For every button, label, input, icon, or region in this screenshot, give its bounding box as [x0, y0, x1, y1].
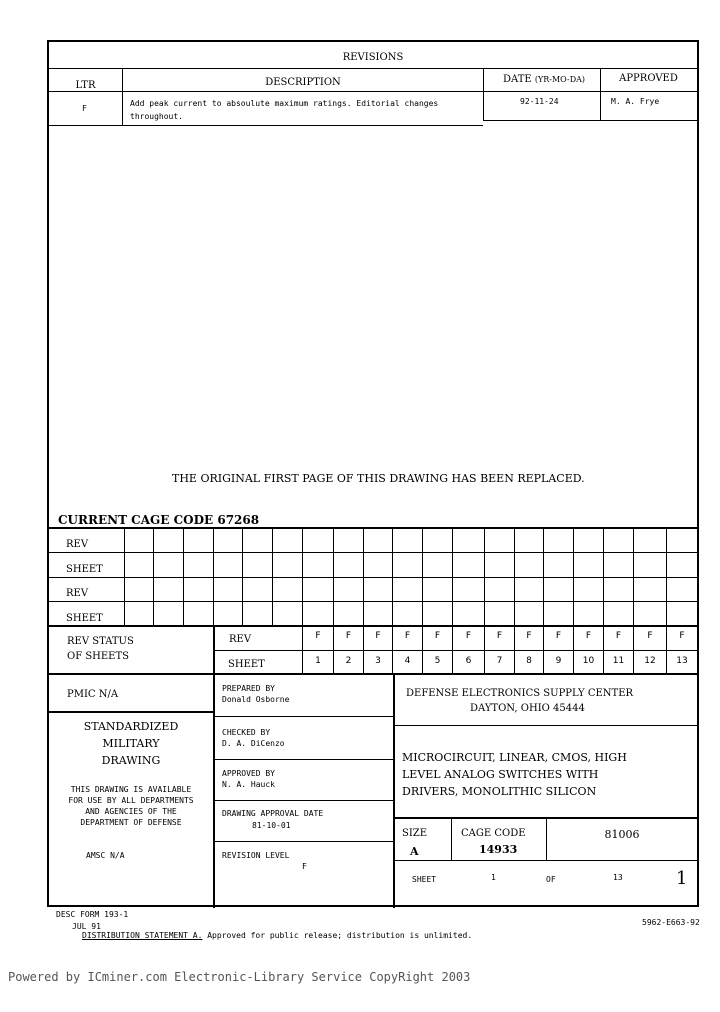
divider	[49, 125, 483, 126]
divider	[395, 860, 697, 861]
prepared-by: Donald Osborne	[222, 695, 290, 704]
rev-status-rev-2: F	[345, 631, 352, 641]
sheet-number: 1	[491, 873, 496, 882]
divider	[543, 527, 544, 625]
divider	[124, 527, 125, 625]
rev-status-rev-3: F	[375, 631, 381, 641]
divider	[514, 527, 515, 625]
header-date-format: (YR-MO-DA)	[534, 75, 586, 84]
distribution-label: DISTRIBUTION STATEMENT A.	[82, 931, 203, 940]
approval-date: 81-10-01	[252, 821, 291, 830]
divider	[214, 716, 394, 717]
rev-status-sheet-1: 1	[315, 656, 321, 666]
distribution-statement	[82, 931, 472, 940]
rev-status-sheet-12: 12	[644, 656, 656, 666]
smd-availability-4: DEPARTMENT OF DEFENSE	[80, 818, 182, 827]
cage-code-label: CAGE CODE	[461, 828, 526, 839]
smd-line-2: MILITARY	[102, 737, 160, 750]
rev-status-rev-4: F	[404, 631, 411, 641]
rev-status-sheet-4: 4	[404, 656, 411, 666]
divider	[483, 68, 484, 120]
divider	[633, 527, 634, 625]
divider	[49, 711, 214, 713]
rev-status-rev-8: F	[526, 631, 532, 641]
rev-status-sheet-11: 11	[612, 656, 625, 666]
divider	[214, 759, 394, 760]
amsc: AMSC N/A	[86, 851, 125, 860]
divider	[122, 68, 123, 125]
divider	[484, 527, 485, 625]
replaced-notice: THE ORIGINAL FIRST PAGE OF THIS DRAWING HAS BEEN REPLACED.	[172, 472, 585, 485]
divider	[49, 673, 699, 675]
rev-status-sheet-3: 3	[375, 656, 381, 666]
divider	[153, 527, 154, 625]
grid-label-rev-2: REV	[66, 588, 89, 599]
header-ltr: LTR	[75, 80, 96, 91]
rev-status-rev-10: F	[585, 631, 592, 641]
page-mark: 1	[676, 868, 688, 889]
rev-status-rev-label: REV	[229, 634, 252, 645]
revision-level: F	[302, 862, 307, 871]
footer-watermark: Powered by ICminer.com Electronic-Library Service CopyRight 2003	[8, 970, 471, 984]
rev-entry-ltr: F	[82, 104, 87, 113]
smd-availability-3: AND AGENCIES OF THE	[85, 807, 177, 816]
rev-status-rev-7: F	[496, 631, 503, 641]
header-approved: APPROVED	[619, 73, 678, 84]
rev-status-sheet-10: 10	[582, 656, 595, 666]
header-date-label: DATE	[503, 74, 532, 85]
divider	[422, 527, 423, 625]
rev-status-sheet-13: 13	[676, 656, 688, 666]
rev-status-sheet-9: 9	[555, 656, 562, 666]
rev-status-rev-5: F	[434, 631, 441, 641]
divider	[183, 527, 184, 625]
divider	[302, 527, 303, 625]
divider	[213, 527, 214, 625]
smd-availability-1: THIS DRAWING IS AVAILABLE	[70, 785, 192, 794]
divider	[483, 120, 697, 121]
agency-line-1: DEFENSE ELECTRONICS SUPPLY CENTER	[406, 688, 634, 699]
rev-status-rev-1: F	[315, 631, 321, 641]
divider	[666, 527, 667, 625]
title-line-3: DRIVERS, MONOLITHIC SILICON	[402, 785, 597, 798]
header-date	[503, 74, 585, 85]
sheet-of-label: OF	[546, 875, 556, 884]
grid-label-rev-1: REV	[66, 539, 89, 550]
rev-status-sheet-6: 6	[465, 656, 472, 666]
divider	[242, 527, 243, 625]
smd-line-3: DRAWING	[101, 754, 161, 767]
approved-by: N. A. Hauck	[222, 780, 275, 789]
divider	[49, 577, 697, 578]
grid-label-sheet-1: SHEET	[66, 564, 103, 575]
pmic: PMIC N/A	[67, 689, 119, 700]
current-cage-code: CURRENT CAGE CODE 67268	[58, 513, 260, 527]
form-line-1: DESC FORM 193-1	[56, 910, 129, 919]
rev-status-rev-6: F	[465, 631, 472, 641]
agency-line-2: DAYTON, OHIO 45444	[470, 703, 585, 714]
divider	[600, 68, 601, 120]
title-line-1: MICROCIRCUIT, LINEAR, CMOS, HIGH	[402, 751, 627, 764]
title-line-2: LEVEL ANALOG SWITCHES WITH	[402, 768, 599, 781]
divider	[363, 527, 364, 625]
rev-status-label-2: OF SHEETS	[67, 651, 130, 662]
divider	[451, 818, 452, 860]
drawing-number: 81006	[604, 828, 640, 841]
approved-label: APPROVED BY	[222, 769, 275, 778]
form-line-2: JUL 91	[72, 922, 101, 931]
rev-entry-date: 92-11-24	[520, 97, 559, 106]
divider	[49, 527, 699, 529]
header-description: DESCRIPTION	[265, 77, 341, 88]
size-label: SIZE	[402, 828, 428, 839]
size-value: A	[410, 845, 419, 858]
approval-date-label: DRAWING APPROVAL DATE	[222, 809, 324, 818]
divider	[333, 527, 334, 625]
sheet-total: 13	[613, 873, 623, 882]
cage-code-value: 14933	[479, 843, 518, 856]
rev-entry-description-1: Add peak current to absoulute maximum ratings. Editorial changes	[130, 99, 439, 108]
rev-entry-description-2: throughout.	[130, 112, 183, 121]
rev-status-rev-11: F	[615, 631, 622, 641]
rev-status-sheet-8: 8	[526, 656, 532, 666]
prepared-label: PREPARED BY	[222, 684, 275, 693]
divider	[272, 527, 273, 625]
distribution-text: Approved for public release; distribution is unlimited.	[202, 931, 473, 940]
rev-status-sheet-5: 5	[434, 656, 441, 666]
divider	[213, 625, 215, 908]
rev-status-label-1: REV STATUS	[67, 636, 134, 647]
checked-by: D. A. DiCenzo	[222, 739, 285, 748]
divider	[393, 673, 395, 908]
rev-status-sheet-label: SHEET	[228, 659, 265, 670]
smd-availability-2: FOR USE BY ALL DEPARTMENTS	[68, 796, 194, 805]
rev-status-rev-13: F	[679, 631, 685, 641]
rev-status-rev-12: F	[647, 631, 653, 641]
rev-entry-approved: M. A. Frye	[611, 97, 660, 106]
divider	[392, 527, 393, 625]
divider	[214, 841, 394, 842]
smd-line-1: STANDARDIZED	[83, 720, 179, 733]
divider	[214, 800, 394, 801]
revision-level-label: REVISION LEVEL	[222, 851, 290, 860]
rev-status-sheet-7: 7	[496, 656, 503, 666]
doc-code: 5962-E663-92	[642, 918, 700, 927]
sheet-label: SHEET	[412, 875, 437, 884]
divider	[214, 650, 697, 651]
divider	[603, 527, 604, 625]
rev-status-sheet-2: 2	[345, 656, 352, 666]
divider	[573, 527, 574, 625]
divider	[49, 625, 699, 627]
divider	[49, 601, 697, 602]
divider	[395, 817, 699, 819]
divider	[49, 552, 697, 553]
divider	[452, 527, 453, 625]
checked-label: CHECKED BY	[222, 728, 271, 737]
rev-status-rev-9: F	[555, 631, 562, 641]
revisions-title: REVISIONS	[342, 52, 404, 63]
grid-label-sheet-2: SHEET	[66, 613, 103, 624]
divider	[395, 725, 697, 726]
